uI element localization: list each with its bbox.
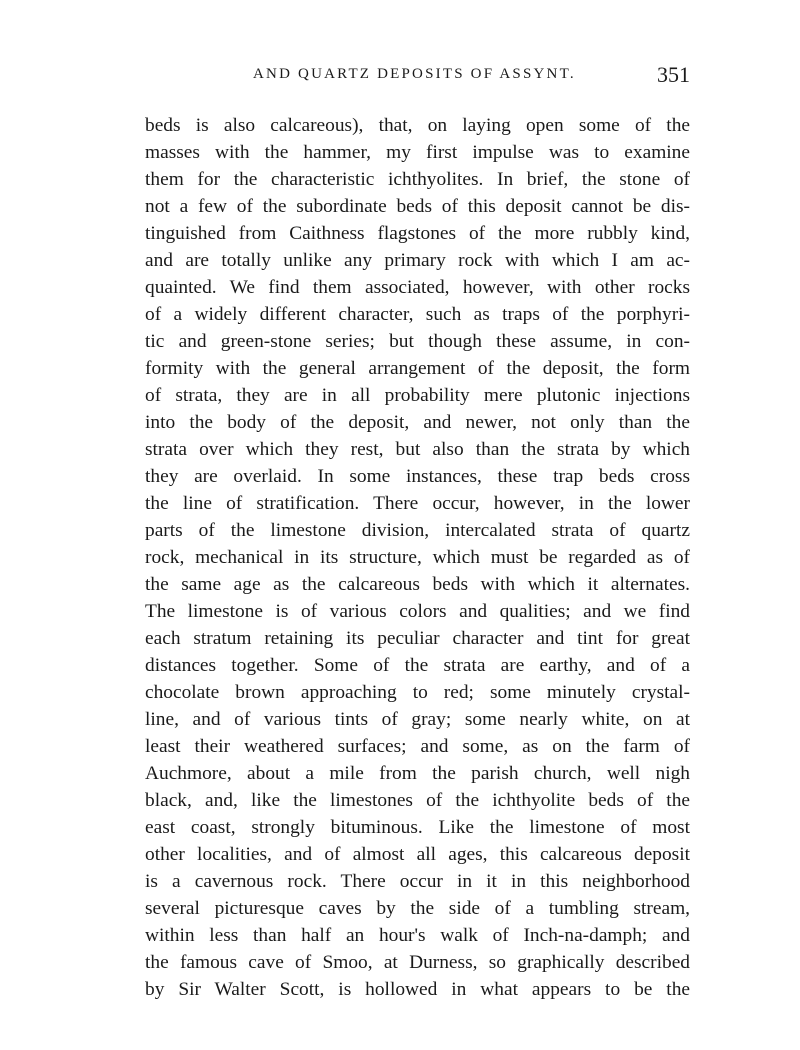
text-line: not a few of the subordinate beds of this deposit cannot be dis- [145, 196, 690, 217]
text-line: of a widely different character, such as traps of the porphyri- [145, 304, 690, 325]
text-line: distances together. Some of the strata are earthy, and of a [145, 655, 690, 676]
text-line: parts of the limestone division, intercalated strata of quartz [145, 520, 690, 541]
text-line: tic and green-stone series; but though these assume, in con- [145, 331, 690, 352]
text-line: quainted. We find them associated, however, with other rocks [145, 277, 690, 298]
text-line: strata over which they rest, but also than the strata by which [145, 439, 690, 460]
text-line: black, and, like the limestones of the ichthyolite beds of the [145, 790, 690, 811]
text-line: tinguished from Caithness flagstones of the more rubbly kind, [145, 223, 690, 244]
text-line: and are totally unlike any primary rock with which I am ac- [145, 250, 690, 271]
body-text [145, 112, 690, 1003]
text-line: the famous cave of Smoo, at Durness, so graphically described [145, 952, 690, 973]
text-line: each stratum retaining its peculiar character and tint for great [145, 628, 690, 649]
text-line: beds is also calcareous), that, on laying open some of the [145, 115, 690, 136]
text-line: east coast, strongly bituminous. Like the limestone of most [145, 817, 690, 838]
page-number: 351 [657, 62, 690, 87]
text-line: rock, mechanical in its structure, which must be regarded as of [145, 547, 690, 568]
text-line: The limestone is of various colors and qualities; and we find [145, 601, 690, 622]
text-line: is a cavernous rock. There occur in it in this neighborhood [145, 871, 690, 892]
text-line: by Sir Walter Scott, is hollowed in what appears to be the [145, 979, 690, 1000]
text-line: Auchmore, about a mile from the parish church, well nigh [145, 763, 690, 784]
text-line: least their weathered surfaces; and some, as on the farm of [145, 736, 690, 757]
text-line: other localities, and of almost all ages, this calcareous deposit [145, 844, 690, 865]
text-line: the same age as the calcareous beds with which it alternates. [145, 574, 690, 595]
text-line: formity with the general arrangement of the deposit, the form [145, 358, 690, 379]
text-line: they are overlaid. In some instances, these trap beds cross [145, 466, 690, 487]
text-line: masses with the hammer, my first impulse was to examine [145, 142, 690, 163]
text-line: line, and of various tints of gray; some nearly white, on at [145, 709, 690, 730]
running-head [145, 62, 690, 92]
text-line: chocolate brown approaching to red; some minutely crystal- [145, 682, 690, 703]
text-line: within less than half an hour's walk of Inch-na-damph; and [145, 925, 690, 946]
running-title: AND QUARTZ DEPOSITS OF ASSYNT. [253, 66, 576, 82]
text-line: of strata, they are in all probability mere plutonic injections [145, 385, 690, 406]
text-line: the line of stratification. There occur, however, in the lower [145, 493, 690, 514]
text-line: several picturesque caves by the side of a tumbling stream, [145, 898, 690, 919]
text-line: them for the characteristic ichthyolites. In brief, the stone of [145, 169, 690, 190]
text-line: into the body of the deposit, and newer, not only than the [145, 412, 690, 433]
